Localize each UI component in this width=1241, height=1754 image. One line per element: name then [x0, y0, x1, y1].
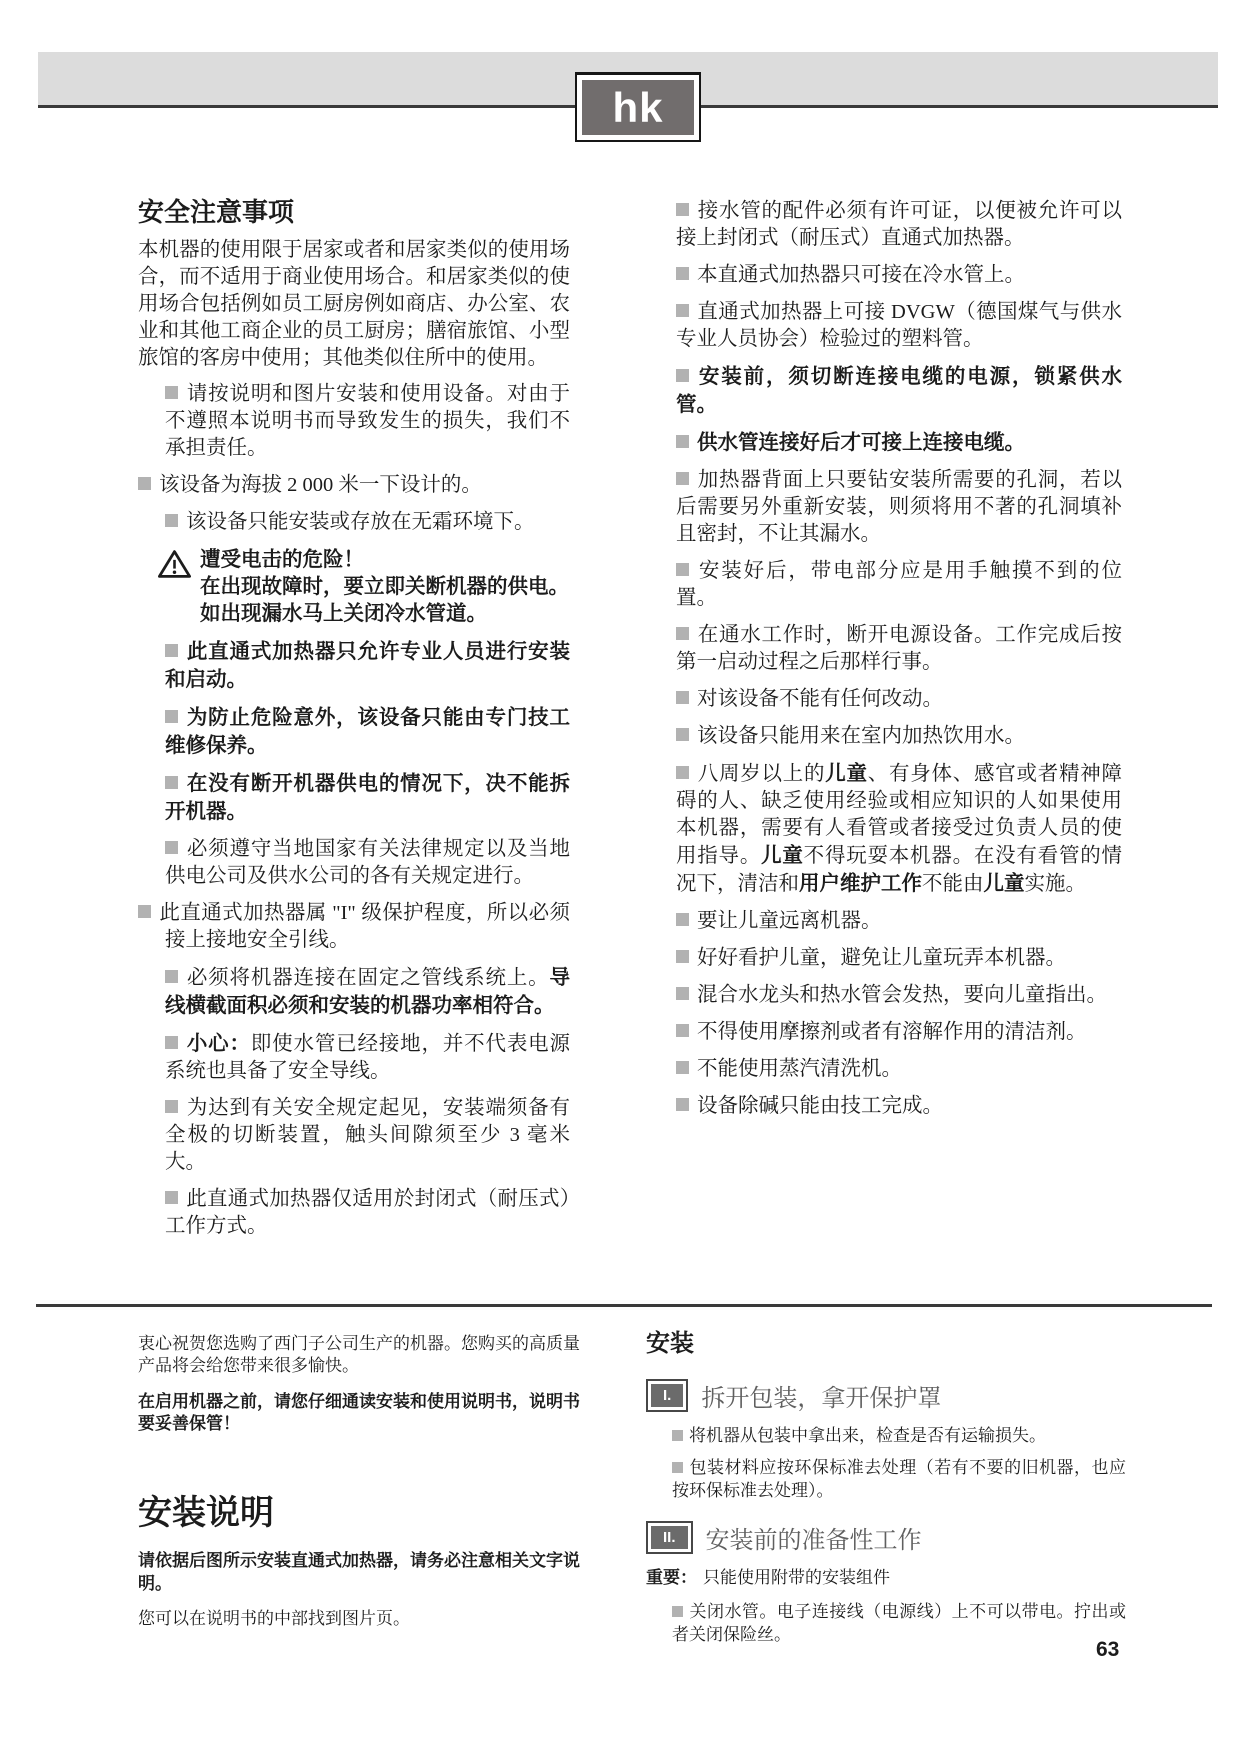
bullet-item [676, 467, 1122, 548]
bullet-item [672, 1600, 1126, 1646]
bullet-square-icon [165, 1191, 178, 1204]
text-segment: 儿童 [761, 844, 804, 867]
brand-logo [575, 72, 701, 142]
bullet-item [138, 472, 570, 499]
step-2-body [672, 1600, 1126, 1646]
bullet-square-icon [165, 776, 178, 789]
bullet-square-icon [165, 386, 178, 399]
install-instruction-text: 请依据后图所示安装直通式加热器，请务必注意相关文字说明。 [138, 1551, 580, 1593]
text-segment: 不得玩耍本机器。在没有看管的情况下，清洁和 [676, 845, 1123, 895]
text-segment: 在通水工作时，断开电源设备。工作完成后按第一启动过程之后那样行事。 [676, 624, 1122, 673]
bullet-square-icon [676, 563, 689, 576]
text-segment: 用户维护工作 [799, 872, 922, 895]
warning-line: 在出现故障时，要立即关断机器的供电。 [200, 575, 569, 598]
bullet-square-icon [676, 435, 689, 448]
brand-logo-text: hk [582, 80, 694, 135]
safety-list-right [676, 198, 1122, 1120]
bullet-item [165, 836, 570, 890]
bullet-square-icon [165, 514, 178, 527]
bullet-square-icon [676, 1061, 689, 1074]
text-segment: 小心： [186, 1032, 251, 1055]
important-label: 重要： [646, 1568, 697, 1587]
bullet-item [676, 945, 1122, 972]
text-segment: 此直通式加热器只允许专业人员进行安装和启动。 [165, 640, 570, 691]
bullet-item [676, 262, 1122, 289]
bullet-item [676, 558, 1122, 612]
bullet-square-icon [676, 913, 689, 926]
text-segment: 将机器从包装中拿出来，检查是否有运输损失。 [689, 1426, 1046, 1445]
text-segment: 对该设备不能有任何改动。 [697, 688, 943, 710]
warning-triangle-icon [158, 549, 191, 627]
text-segment: 本机器的使用限于居家或者和居家类似的使用场合，而不适用于商业使用场合。和居家类似的使用场合包括例如员工厨房例如商店、办公室、农业和其他工商企业的员工厨房；膳宿旅馆、小型旅馆的客房中使用；其他类似住所中的使用。 [138, 239, 570, 369]
bullet-item [165, 704, 570, 760]
bullet-item [165, 638, 570, 694]
electric-shock-warning [138, 546, 570, 627]
bullet-square-icon [676, 987, 689, 1000]
bullet-item [676, 982, 1122, 1009]
text-segment: 安装前，须切断连接电缆的电源，锁紧供水管。 [676, 365, 1122, 416]
bullet-item [676, 723, 1122, 750]
text-segment: 安装好后，带电部分应是用手触摸不到的位置。 [676, 560, 1122, 609]
install-instructions-title: 安装说明 [138, 1494, 274, 1532]
section-divider [36, 1304, 1212, 1307]
bullet-item [165, 1030, 570, 1085]
paragraph [138, 237, 570, 372]
text-segment: 在没有断开机器供电的情况下，决不能拆开机器。 [165, 772, 570, 823]
text-segment: 接水管的配件必须有许可证，以便被允许可以接上封闭式（耐压式）直通式加热器。 [676, 200, 1122, 249]
page-title: 安全注意事项 [138, 197, 295, 227]
text-segment: 不得使用摩擦剂或者有溶解作用的清洁剂。 [697, 1021, 1087, 1043]
bullet-square-icon [676, 304, 689, 317]
bullet-item [138, 900, 570, 954]
bullet-item [672, 1456, 1126, 1502]
step-number-badge [646, 1379, 688, 1412]
step-1-number: I. [651, 1384, 683, 1407]
step-2-number: II. [651, 1526, 688, 1549]
bullet-item [676, 1019, 1122, 1046]
text-segment: 必须将机器连接在固定之管线系统上。 [186, 967, 550, 989]
step-1-title: 拆开包装，拿开保护罩 [701, 1385, 942, 1412]
bullet-square-icon [165, 841, 178, 854]
bullet-square-icon [672, 1430, 683, 1441]
text-segment: 本直通式加热器只可接在冷水管上。 [697, 264, 1025, 286]
step-2-title: 安装前的准备性工作 [705, 1527, 922, 1554]
bullet-square-icon [138, 905, 151, 918]
text-segment: 儿童 [983, 872, 1025, 895]
text-segment: 混合水龙头和热水管会发热，要向儿童指出。 [697, 984, 1107, 1006]
bullet-square-icon [676, 691, 689, 704]
text-segment: 加热器背面上只要钻安装所需要的孔洞，若以后需要另外重新安装，则须将用不著的孔洞填补且密封，不让其漏水。 [676, 469, 1122, 545]
warning-text [200, 546, 569, 627]
page-number: 63 [1096, 1638, 1120, 1661]
important-text: 只能使用附带的安装组件 [703, 1568, 890, 1587]
step-1-body [672, 1424, 1126, 1502]
bullet-item [672, 1424, 1126, 1447]
bullet-item [676, 198, 1122, 252]
bullet-square-icon [165, 644, 178, 657]
right-column [676, 198, 1122, 1130]
bullet-square-icon [676, 627, 689, 640]
bullet-item [165, 770, 570, 826]
bullet-item [676, 760, 1122, 898]
bullet-square-icon [676, 267, 689, 280]
text-segment: 请按说明和图片安装和使用设备。对由于不遵照本说明书而导致发生的损失，我们不承担责任。 [165, 383, 570, 459]
installation-section [646, 1330, 1126, 1664]
bullet-item [676, 1093, 1122, 1120]
left-column [138, 196, 570, 1250]
text-segment: 为防止危险意外，该设备只能由专门技工维修保养。 [165, 706, 570, 757]
text-segment: 设备除碱只能由技工完成。 [697, 1095, 943, 1117]
bullet-square-icon [676, 766, 689, 779]
text-segment: 此直通式加热器仅适用於封闭式（耐压式）工作方式。 [165, 1188, 570, 1237]
bullet-item [676, 908, 1122, 935]
bullet-item [165, 381, 570, 462]
bullet-square-icon [165, 970, 178, 983]
bullet-square-icon [165, 710, 178, 723]
bullet-square-icon [676, 472, 689, 485]
text-segment: 包装材料应按环保标准去处理（若有不要的旧机器，也应按环保标准去处理）。 [672, 1458, 1126, 1500]
bullet-item [676, 622, 1122, 676]
bottom-left-column [138, 1333, 590, 1630]
bullet-square-icon [165, 1036, 178, 1049]
bullet-item [676, 1056, 1122, 1083]
warning-title: 遭受电击的危险！ [200, 548, 364, 571]
safety-list-top [138, 237, 570, 536]
text-segment: 好好看护儿童，避免让儿童玩弄本机器。 [697, 947, 1066, 969]
text-segment: 为达到有关安全规定起见，安装端须备有全极的切断装置，触头间隙须至少 3 毫米大。 [165, 1097, 570, 1173]
bullet-square-icon [676, 1098, 689, 1111]
text-segment: 该设备只能安装或存放在无霜环境下。 [186, 511, 535, 533]
installation-title: 安装 [646, 1330, 694, 1357]
text-segment: 要让儿童远离机器。 [697, 910, 882, 932]
step-2-header [646, 1520, 1126, 1555]
bullet-square-icon [138, 477, 151, 490]
bullet-item [165, 1095, 570, 1176]
important-note [646, 1566, 1126, 1589]
text-segment: 关闭水管。电子连接线（电源线）上不可以带电。拧出或者关闭保险丝。 [672, 1602, 1126, 1644]
text-segment: 该设备只能用来在室内加热饮用水。 [697, 725, 1025, 747]
text-segment: 直通式加热器上可接 DVGW（德国煤气与供水专业人员协会）检验过的塑料管。 [676, 301, 1122, 350]
text-segment: 不能由 [922, 873, 984, 895]
bullet-square-icon [672, 1462, 683, 1473]
install-step-1 [646, 1378, 1126, 1502]
bullet-square-icon [676, 203, 689, 216]
text-segment: 此直通式加热器属 "I" 级保护程度，所以必须接上接地安全引线。 [159, 902, 570, 951]
bullet-item [165, 1186, 570, 1240]
bullet-square-icon [676, 950, 689, 963]
text-segment: 八周岁以上的 [697, 763, 826, 785]
step-number-badge [646, 1521, 693, 1554]
text-segment: 导线横截面积必须和安装的机器功率相符合。 [165, 966, 570, 1017]
bullet-item [676, 363, 1122, 419]
bullet-square-icon [672, 1606, 683, 1617]
text-segment: 即使水管已经接地，并不代表电源系统也具备了安全导线。 [165, 1033, 571, 1082]
text-segment: 供水管连接好后才可接上连接电缆。 [697, 431, 1025, 454]
text-segment: 、有身体、感官或者精神障碍的人、缺乏使用经验或相应知识的人如果使用本机器，需要有人看管或者接受过负责人员的使用指导。 [676, 763, 1122, 867]
bullet-item [676, 686, 1122, 713]
bullet-square-icon [676, 369, 689, 382]
picture-page-note: 您可以在说明书的中部找到图片页。 [138, 1609, 410, 1628]
text-segment: 实施。 [1024, 873, 1086, 895]
install-step-2 [646, 1520, 1126, 1646]
read-instructions-note: 在启用机器之前，请您仔细通读安装和使用说明书，说明书要妥善保管！ [138, 1392, 580, 1433]
bullet-item [676, 299, 1122, 353]
safety-list-bottom [138, 638, 570, 1240]
text-segment: 必须遵守当地国家有关法律规定以及当地供电公司及供水公司的各有关规定进行。 [165, 838, 570, 887]
step-1-header [646, 1378, 1126, 1413]
text-segment: 不能使用蒸汽清洗机。 [697, 1058, 902, 1080]
bullet-item [165, 509, 570, 536]
text-segment: 儿童 [825, 762, 868, 785]
bullet-square-icon [676, 728, 689, 741]
bullet-item [165, 964, 570, 1020]
bullet-square-icon [165, 1100, 178, 1113]
warning-line: 如出现漏水马上关闭冷水管道。 [200, 602, 487, 625]
bullet-item [676, 429, 1122, 457]
bullet-square-icon [676, 1024, 689, 1037]
congratulations-text: 衷心祝贺您选购了西门子公司生产的机器。您购买的高质量产品将会给您带来很多愉快。 [138, 1334, 580, 1375]
text-segment: 该设备为海拔 2 000 米一下设计的。 [159, 474, 482, 496]
